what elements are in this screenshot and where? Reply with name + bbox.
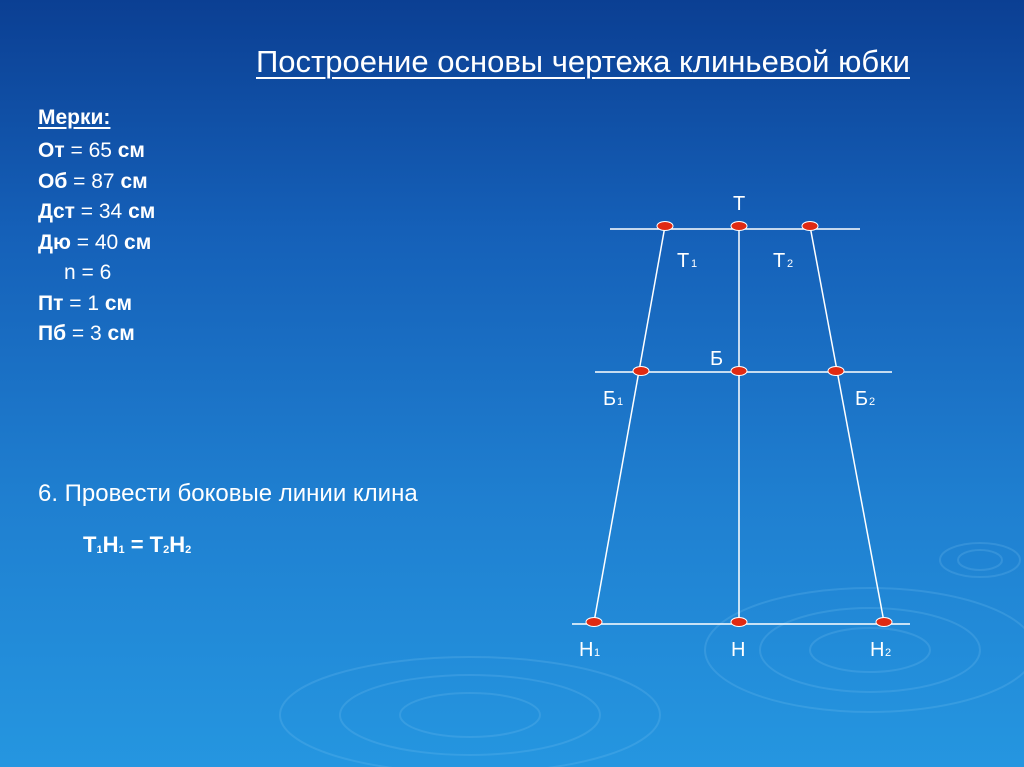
measure-eq: =	[66, 322, 91, 345]
step-instruction: 6. Провести боковые линии клина	[38, 480, 418, 507]
measure-unit: см	[101, 322, 135, 345]
label-H1-sub: 1	[594, 647, 601, 659]
measure-name: Дю	[38, 230, 71, 254]
label-B1: Б	[603, 388, 617, 410]
measure-unit: см	[114, 169, 148, 193]
measure-eq: =	[75, 261, 100, 284]
label-B2-sub: 2	[869, 396, 876, 408]
measure-value: 40	[94, 230, 119, 254]
measure-eq: =	[63, 291, 88, 315]
formula-letter: Н	[102, 532, 119, 557]
label-B: Б	[710, 348, 724, 370]
point-T	[731, 222, 747, 231]
measure-unit: см	[118, 230, 152, 254]
measure-unit: см	[99, 291, 133, 315]
measure-value: 3	[90, 322, 102, 345]
formula-subscript: 2	[185, 544, 192, 556]
measure-name: n	[64, 261, 76, 284]
measure-value: 34	[98, 200, 123, 223]
measure-unit: см	[111, 139, 145, 162]
measure-value: 65	[88, 139, 112, 162]
formula-subscript: 2	[163, 544, 170, 556]
measure-unit: см	[122, 200, 156, 223]
measure-value: 6	[99, 261, 112, 284]
label-T2-sub: 2	[787, 258, 794, 270]
formula-letter: Н	[169, 532, 186, 557]
point-H2	[876, 618, 892, 627]
measure-value: 1	[87, 291, 100, 315]
point-T1	[657, 222, 673, 231]
formula-letter: Т	[149, 532, 164, 557]
point-H	[731, 618, 747, 627]
measure-name: Об	[38, 169, 68, 193]
measure-eq: =	[74, 200, 99, 223]
measure-name: Дст	[38, 200, 75, 223]
label-T1-sub: 1	[691, 258, 698, 270]
label-B2: Б	[855, 388, 869, 410]
point-B2	[828, 367, 844, 376]
measurements-heading: Мерки:	[38, 106, 111, 129]
formula-subscript: 1	[118, 544, 125, 556]
formula-subscript: 1	[96, 544, 103, 556]
label-H: Н	[731, 639, 746, 661]
point-B1	[633, 367, 649, 376]
label-T: Т	[733, 193, 746, 215]
measure-value: 87	[91, 169, 115, 193]
measure-eq: =	[67, 169, 92, 193]
measure-name: Пт	[38, 291, 64, 315]
label-T2: Т	[773, 250, 786, 272]
label-H2-sub: 2	[885, 647, 892, 659]
slide-title: Построение основы чертежа клиньевой юбки	[256, 44, 910, 79]
measure-eq: =	[64, 139, 89, 162]
label-B1-sub: 1	[617, 396, 624, 408]
measure-eq: =	[70, 230, 95, 254]
label-T1: Т	[677, 250, 690, 272]
point-B	[731, 367, 747, 376]
formula-letter: Т	[83, 532, 97, 557]
label-H2: Н	[870, 639, 885, 661]
right-side-line	[810, 226, 884, 622]
label-H1: Н	[579, 639, 594, 661]
measure-name: Пб	[38, 322, 67, 345]
point-H1	[586, 618, 602, 627]
formula-equals: =	[124, 532, 150, 557]
left-side-line	[594, 226, 665, 622]
measure-name: От	[38, 139, 65, 162]
point-T2	[802, 222, 818, 231]
